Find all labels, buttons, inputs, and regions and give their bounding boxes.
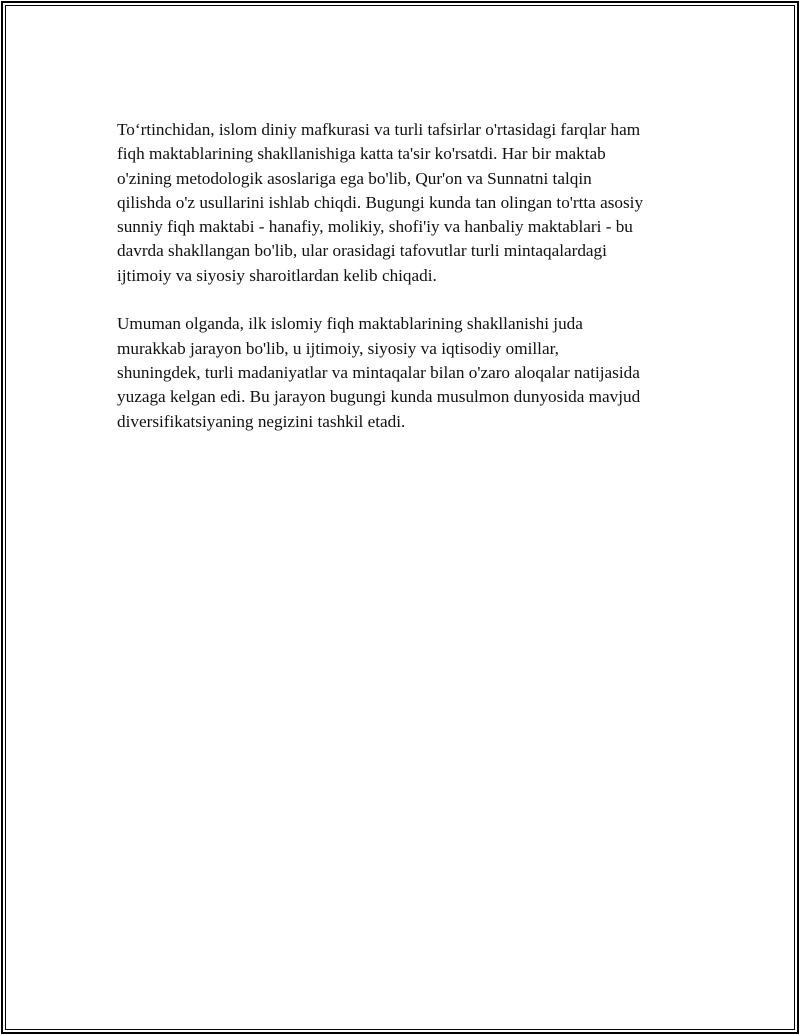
paragraph-1	[117, 118, 689, 288]
paragraph-2	[117, 312, 689, 433]
document-body	[117, 118, 689, 458]
text-line: o'zining metodologik asoslariga ega bo'lib, Qur'on va Sunnatni talqin	[117, 168, 592, 188]
text-line: fiqh maktablarining shakllanishiga katta ta'sir ko'rsatdi. Har bir maktab	[117, 144, 606, 164]
text-line: davrda shakllangan bo'lib, ular orasidagi tafovutlar turli mintaqalardagi	[117, 241, 607, 261]
text-line: yuzaga kelgan edi. Bu jarayon bugungi kunda musulmon dunyosida mavjud	[117, 387, 641, 407]
text-line: murakkab jarayon bo'lib, u ijtimoiy, siyosiy va iqtisodiy omillar,	[117, 338, 559, 358]
text-line: qilishda o'z usullarini ishlab chiqdi. Bugungi kunda tan olingan to'rtta asosiy	[117, 192, 644, 212]
text-line: Umuman olganda, ilk islomiy fiqh maktablarining shakllanishi juda	[117, 314, 583, 334]
text-line: To‘rtinchidan, islom diniy mafkurasi va turli tafsirlar o'rtasidagi farqlar ham	[117, 120, 641, 139]
text-line: shuningdek, turli madaniyatlar va mintaqalar bilan o'zaro aloqalar natijasida	[117, 362, 640, 382]
text-line: sunniy fiqh maktabi - hanafiy, molikiy, shofi'iy va hanbaliy maktablari - bu	[117, 217, 633, 237]
text-line: ijtimoiy va siyosiy sharoitlardan kelib chiqadi.	[117, 265, 437, 285]
text-line: diversifikatsiyaning negizini tashkil etadi.	[117, 411, 406, 431]
